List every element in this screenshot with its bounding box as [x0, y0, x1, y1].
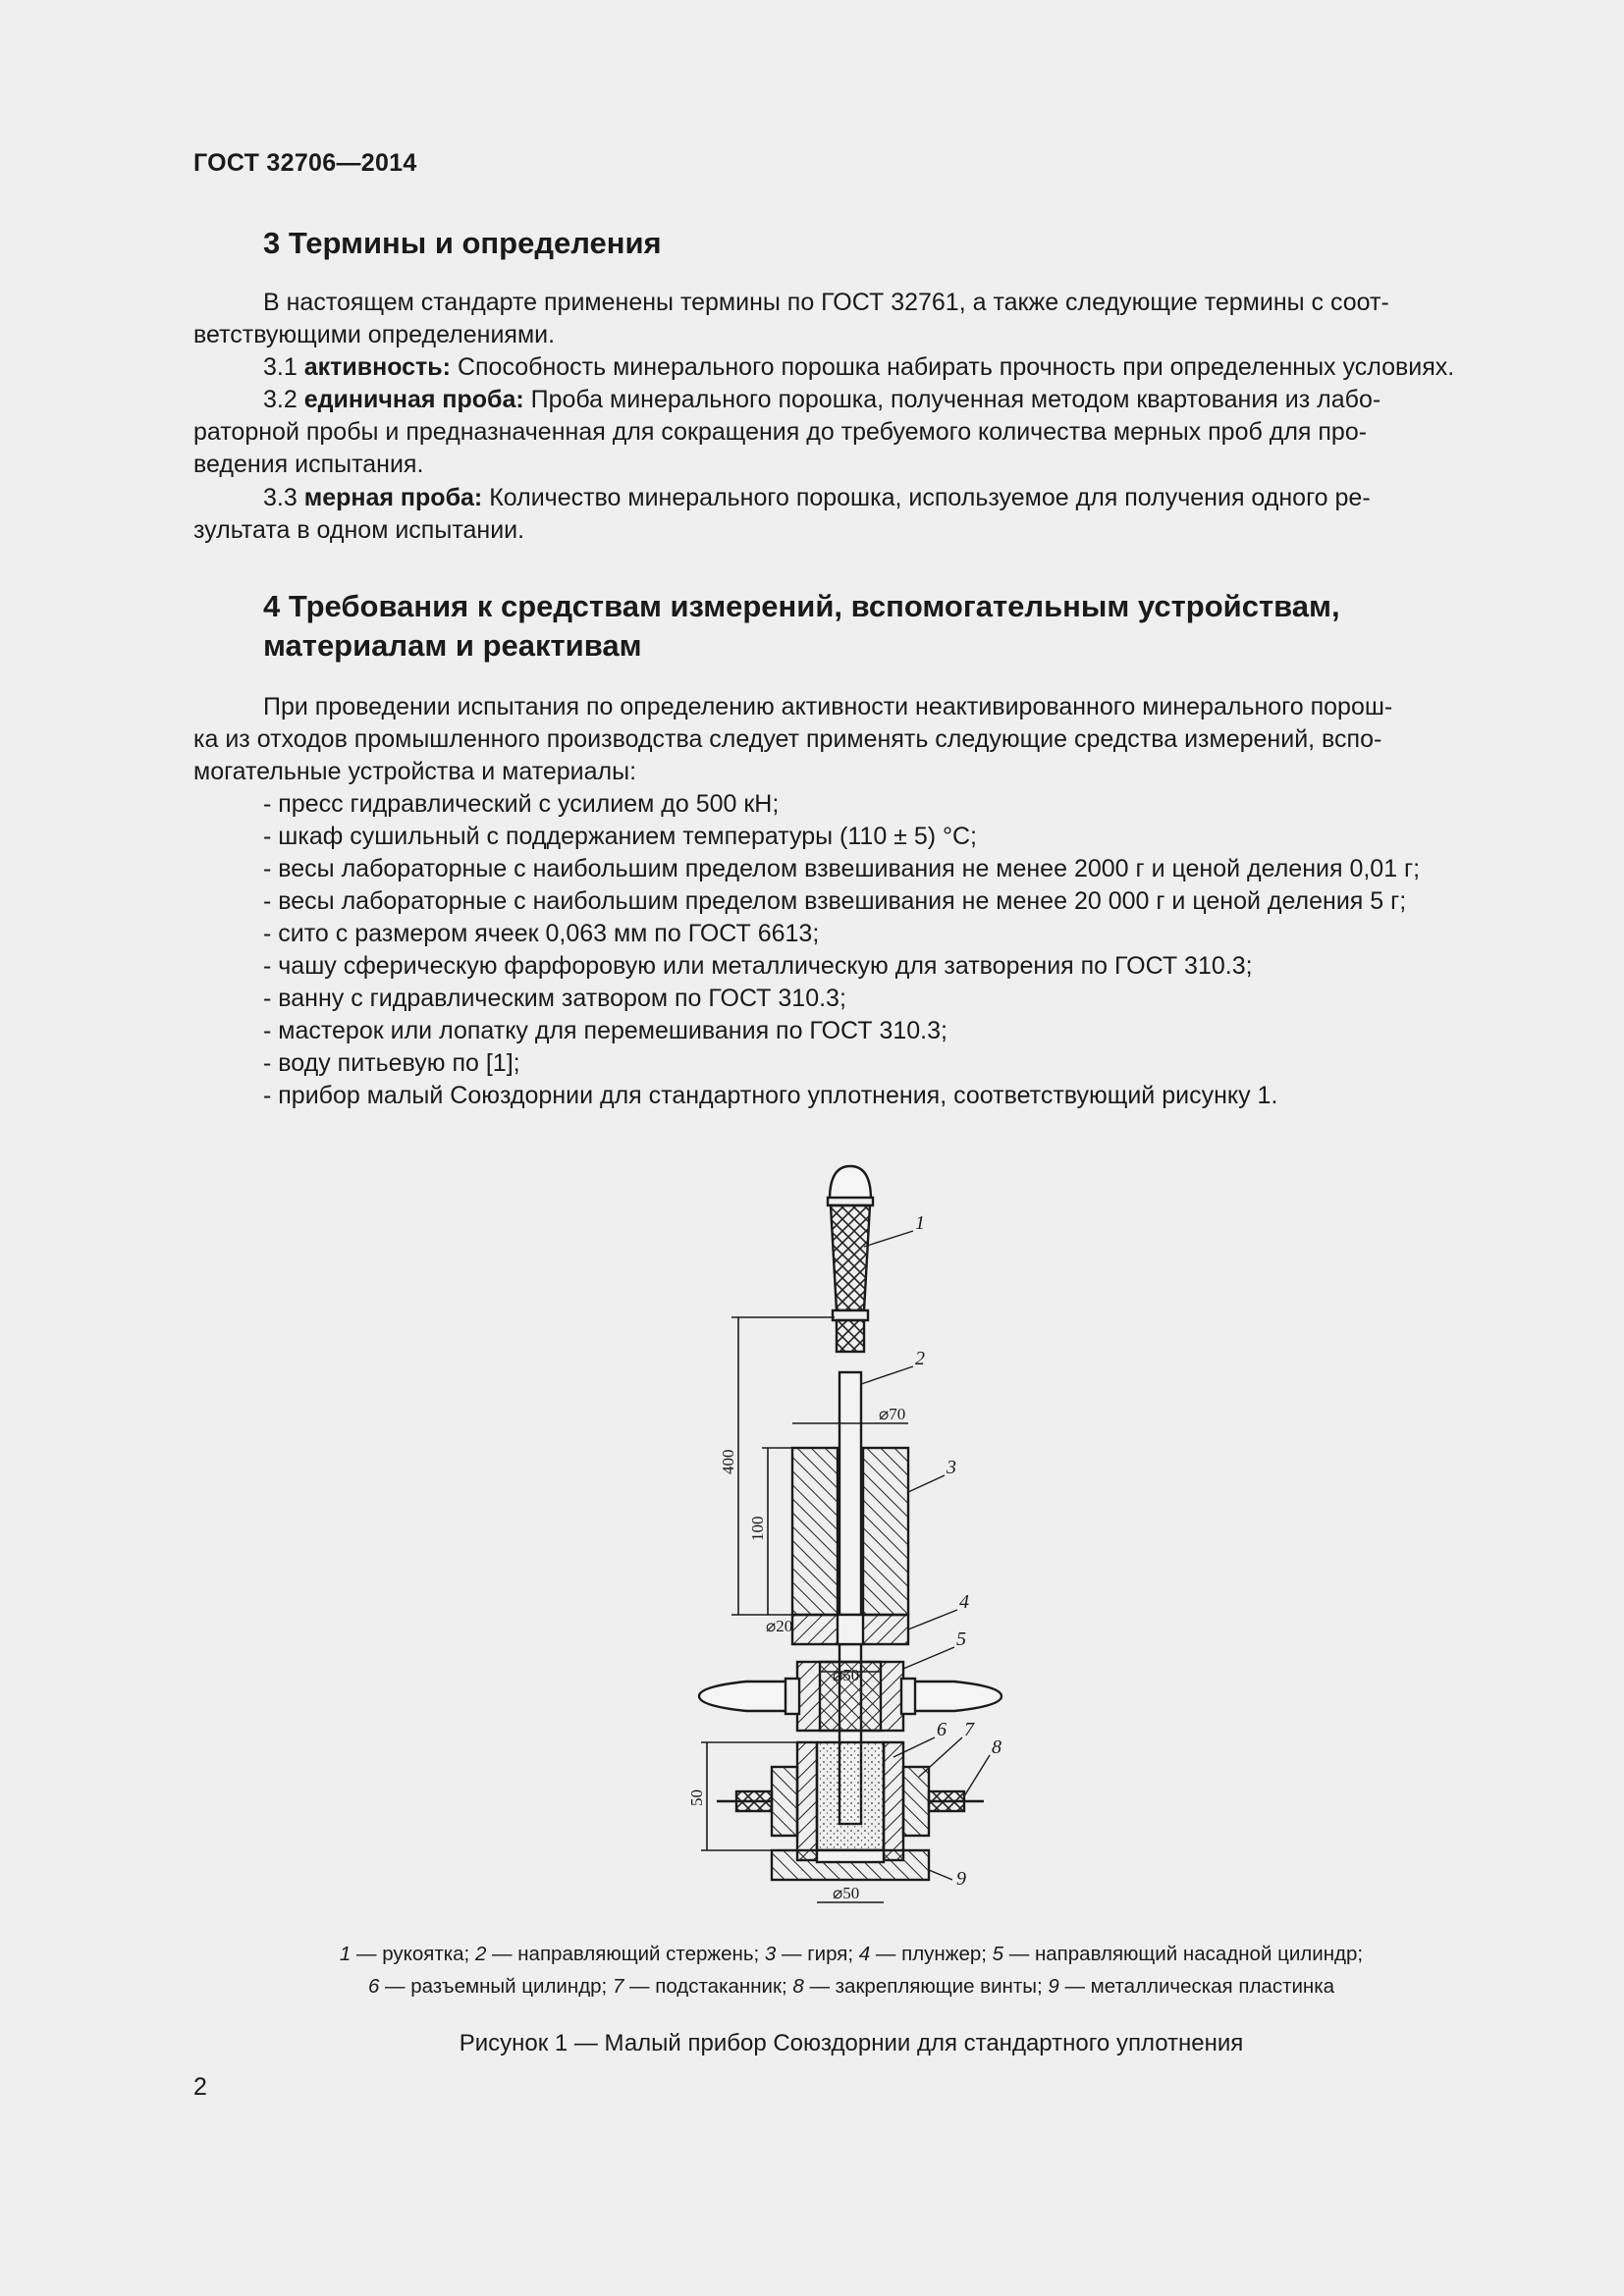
legend-text: — подстаканник;	[623, 1975, 793, 1998]
side-handle-right	[903, 1682, 1001, 1711]
handle-shank	[837, 1320, 864, 1352]
legend-text: — направляющий стержень;	[486, 1943, 765, 1965]
dim-d50-top-label: ⌀50	[833, 1666, 860, 1684]
term-name: мерная проба:	[303, 484, 483, 511]
legend-number: 4	[858, 1943, 871, 1965]
equipment-item: - шкаф сушильный с поддержанием температуры (110 ± 5) °С;	[263, 823, 978, 850]
figure-legend-line-2	[193, 1972, 1509, 2002]
base-plate-inner	[817, 1850, 884, 1862]
dim-d20-label: ⌀20	[766, 1617, 793, 1635]
section-4-intro-line-3: могательные устройства и материалы:	[193, 758, 637, 785]
term-3-2	[263, 384, 1380, 416]
dim-100-label: 100	[748, 1516, 767, 1541]
side-handle-left-nut	[785, 1679, 799, 1714]
term-definition: Способность минерального порошка набирать прочность при определенных условиях.	[457, 353, 1455, 381]
term-number: 3.3	[263, 484, 298, 511]
equipment-item: - чашу сферическую фарфоровую или металлическую для затворения по ГОСТ 310.3;	[263, 952, 1253, 980]
soil-sample	[817, 1742, 884, 1850]
term-3-2-line-3: ведения испытания.	[193, 451, 424, 478]
legend-text: — рукоятка;	[351, 1943, 475, 1965]
leader-1	[864, 1231, 913, 1247]
legend-text: — закрепляющие винты;	[803, 1975, 1049, 1998]
dim-50-label: 50	[687, 1789, 706, 1806]
term-3-3-line-2: зультата в одном испытании.	[193, 516, 525, 544]
legend-number: 6	[367, 1975, 380, 1998]
handle-knob	[830, 1166, 871, 1200]
legend-number: 2	[474, 1943, 487, 1965]
figure-label-6: 6	[937, 1719, 947, 1740]
weight-right	[863, 1448, 908, 1615]
figure-label-4: 4	[959, 1591, 969, 1613]
handle-collar	[833, 1310, 868, 1320]
section-3-intro-line-1: В настоящем стандарте применены термины по ГОСТ 32761, а также следующие термины с соот-	[263, 289, 1389, 316]
split-cylinder-left	[797, 1742, 817, 1860]
figure-label-8: 8	[992, 1736, 1001, 1758]
legend-text: — направляющий насадной цилиндр;	[1003, 1943, 1364, 1965]
cup-holder-left	[772, 1767, 797, 1836]
dim-400-label: 400	[719, 1449, 737, 1474]
figure-legend-line-1	[193, 1940, 1509, 1969]
figure-label-9: 9	[956, 1868, 966, 1890]
dim-d50-bottom-label: ⌀50	[833, 1884, 860, 1902]
section-3-intro-line-2: ветствующими определениями.	[193, 321, 556, 348]
split-cylinder-right	[884, 1742, 903, 1860]
dim-d70-label: ⌀70	[879, 1405, 906, 1423]
leader-3	[908, 1475, 945, 1492]
equipment-item: - весы лабораторные с наибольшим пределом взвешивания не менее 2000 г и ценой деления 0,01 г;	[263, 855, 1421, 882]
equipment-item: - прибор малый Союздорнии для стандартного уплотнения, соответствующий рисунку 1.	[263, 1082, 1278, 1109]
leader-9	[929, 1870, 952, 1880]
term-number: 3.1	[263, 353, 298, 381]
legend-number: 5	[992, 1943, 1004, 1965]
figure-label-2: 2	[915, 1348, 925, 1369]
leader-8	[964, 1755, 990, 1796]
term-definition: Проба минерального порошка, полученная методом квартования из лабо-	[530, 386, 1381, 413]
legend-text: — гиря;	[776, 1943, 859, 1965]
term-3-1	[263, 351, 1454, 384]
legend-number: 9	[1048, 1975, 1059, 1998]
figure-title: Рисунок 1 — Малый прибор Союздорнии для стандартного уплотнения	[459, 2030, 1244, 2056]
section-3-title: 3 Термины и определения	[263, 226, 662, 260]
section-4-intro-line-1: При проведении испытания по определению активности неактивированного минерального порош-	[263, 693, 1393, 721]
figure-label-5: 5	[956, 1629, 966, 1650]
legend-number: 8	[792, 1975, 804, 1998]
term-name: единичная проба:	[303, 386, 524, 413]
leader-5	[903, 1647, 954, 1669]
section-4-title-line-2: материалам и реактивам	[263, 628, 642, 663]
weight-left	[792, 1448, 838, 1615]
equipment-item: - сито с размером ячеек 0,063 мм по ГОСТ 6613;	[263, 920, 820, 947]
figure-label-7: 7	[964, 1719, 974, 1740]
legend-text: — плунжер;	[870, 1943, 993, 1965]
equipment-item: - воду питьевую по [1];	[263, 1049, 520, 1077]
leader-2	[861, 1366, 913, 1384]
equipment-item: - пресс гидравлический с усилием до 500 кН;	[263, 790, 780, 818]
legend-number: 3	[764, 1943, 777, 1965]
leader-7	[919, 1737, 962, 1777]
leader-4	[908, 1610, 957, 1629]
section-4-title-line-1: 4 Требования к средствам измерений, вспомогательным устройствам,	[263, 589, 1340, 623]
term-number: 3.2	[263, 386, 298, 413]
figure-label-1: 1	[915, 1212, 925, 1234]
side-handle-left	[699, 1682, 797, 1711]
cup-holder-right	[903, 1767, 929, 1836]
term-name: активность:	[303, 353, 451, 381]
plunger-gap	[838, 1615, 863, 1644]
side-handle-right-nut	[901, 1679, 915, 1714]
equipment-item: - мастерок или лопатку для перемешивания по ГОСТ 310.3;	[263, 1017, 947, 1044]
term-3-2-line-2: раторной пробы и предназначенная для сокращения до требуемого количества мерных проб для про-	[193, 418, 1368, 446]
document-code-header: ГОСТ 32706—2014	[193, 149, 417, 177]
legend-number: 1	[339, 1943, 352, 1965]
legend-text: — разъемный цилиндр;	[379, 1975, 613, 1998]
term-definition: Количество минерального порошка, используемое для получения одного ре-	[489, 484, 1371, 511]
term-3-3	[263, 482, 1371, 514]
equipment-item: - весы лабораторные с наибольшим пределом взвешивания не менее 20 000 г и ценой деления 5 г;	[263, 887, 1407, 915]
page-number: 2	[193, 2073, 207, 2101]
legend-number: 7	[612, 1975, 624, 1998]
compaction-device-drawing	[677, 1148, 1051, 1924]
section-4-intro-line-2: ка из отходов промышленного производства следует применять следующие средства измерений, вспо-	[193, 725, 1382, 753]
legend-text: — металлическая пластинка	[1058, 1975, 1335, 1998]
figure-label-3: 3	[947, 1457, 956, 1478]
equipment-item: - ванну с гидравлическим затвором по ГОСТ 310.3;	[263, 985, 846, 1012]
handle-grip	[831, 1205, 870, 1310]
